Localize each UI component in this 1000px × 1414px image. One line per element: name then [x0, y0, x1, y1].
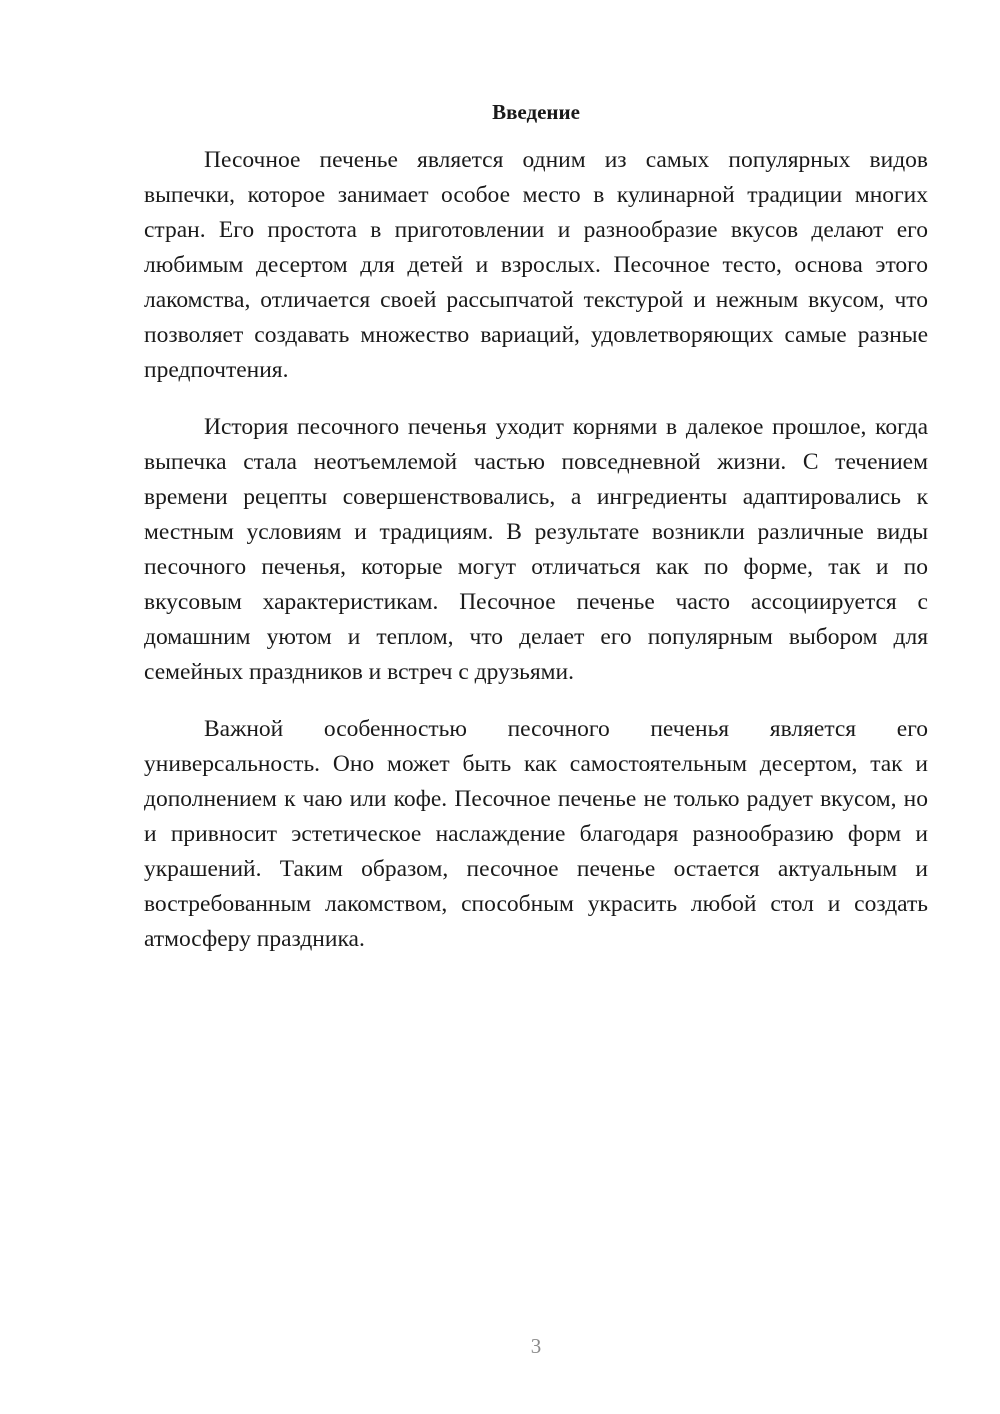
paragraph-3: Важной особенностью песочного печенья является его универсальность. Оно может быть как самостоятельным десертом, так и дополнением к чаю или кофе. Песочное печенье не только радует вкусом, но и привносит эстетическое наслаждение благодаря разнообразию форм и украшений. Таким образом, песочное печенье остается актуальным и востребованным лакомством, способным украсить любой стол и создать атмосферу праздника.	[144, 716, 928, 952]
paragraph-1: Песочное печенье является одним из самых популярных видов выпечки, которое занимает особое место в кулинарной традиции многих стран. Его простота в приготовлении и разнообразие вкусов делают его любимым десертом для детей и взрослых. Песочное тесто, основа этого лакомства, отличается своей рассыпчатой текстурой и нежным вкусом, что позволяет создавать множество вариаций, удовлетворяющих самые разные предпочтения.	[144, 147, 928, 383]
section-heading: Введение	[492, 100, 580, 124]
page-number: 3	[530, 1334, 542, 1358]
paragraph-2: История песочного печенья уходит корнями в далекое прошлое, когда выпечка стала неотъемлемой частью повседневной жизни. С течением времени рецепты совершенствовались, а ингредиенты адаптировались к местным условиям и традициям. В результате возникли различные виды песочного печенья, которые могут отличаться как по форме, так и по вкусовым характеристикам. Песочное печенье часто ассоциируется с домашним уютом и теплом, что делает его популярным выбором для семейных праздников и встреч с друзьями.	[144, 414, 928, 685]
